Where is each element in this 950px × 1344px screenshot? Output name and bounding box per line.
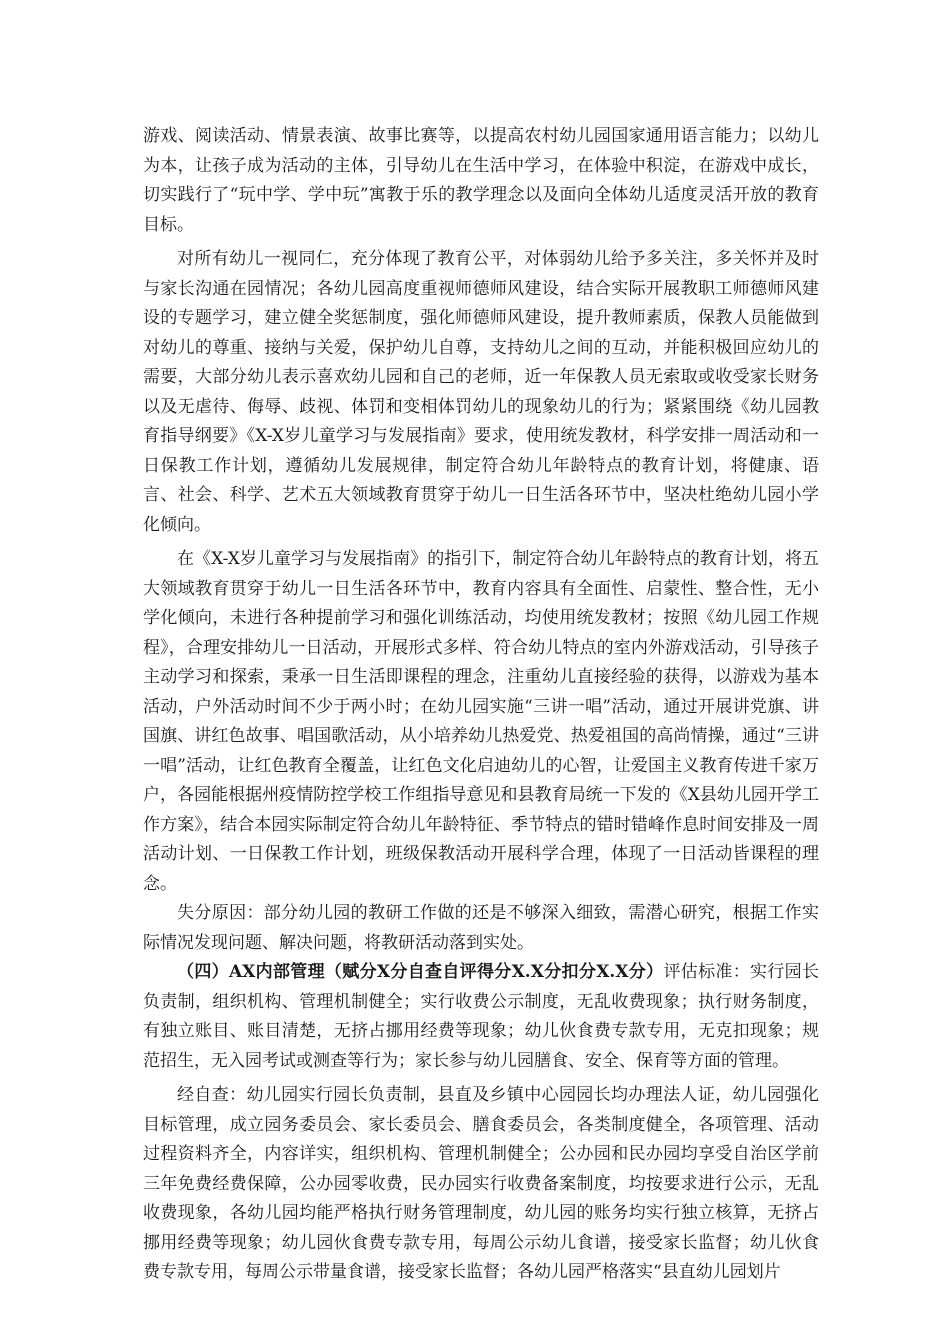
paragraph-5 bbox=[143, 958, 819, 1076]
document-page bbox=[143, 122, 819, 1288]
paragraph-5-body: 评估标准：实行园长负责制，组织机构、管理机制健全；实行收费公示制度，无乱收费现象；执行财务制度，有独立账目、账目清楚，无挤占挪用经费等现象；幼儿伙食费专款专用，无克扣现象；规范招生，无入园考试或测查等行为；家长参与幼儿园膳食、安全、保育等方面的管理。 bbox=[143, 962, 820, 1071]
paragraph-1: 游戏、阅读活动、情景表演、故事比赛等，以提高农村幼儿园国家通用语言能力；以幼儿为本，让孩子成为活动的主体，引导幼儿在生活中学习，在体验中积淀，在游戏中成长，切实践行了“玩中学、学中玩”寓教于乐的教学理念以及面向全体幼儿适度灵活开放的教育目标。 bbox=[143, 126, 819, 235]
paragraph-2: 对所有幼儿一视同仁，充分体现了教育公平，对体弱幼儿给予多关注，多关怀并及时与家长沟通在园情况；各幼儿园高度重视师德师风建设，结合实际开展教职工师德师风建设的专题学习，建立健全奖惩制度，强化师德师风建设，提升教师素质，保教人员能做到对幼儿的尊重、接纳与关爱，保护幼儿自尊，支持幼儿之间的互动，并能积极回应幼儿的需要，大部分幼儿表示喜欢幼儿园和自己的老师，近一年保教人员无索取或收受家长财务以及无虐待、侮辱、歧视、体罚和变相体罚幼儿的现象幼儿的行为；紧紧围绕《幼儿园教育指导纲要》《X-X岁儿童学习与发展指南》要求，使用统发教材，科学安排一周活动和一日保教工作计划，遵循幼儿发展规律，制定符合幼儿年龄特点的教育计划，将健康、语言、社会、科学、艺术五大领域教育贯穿于幼儿一日生活各环节中，坚决杜绝幼儿园小学化倾向。 bbox=[143, 249, 819, 535]
paragraph-4: 失分原因：部分幼儿园的教研工作做的还是不够深入细致，需潜心研究，根据工作实际情况发现问题、解决问题，将教研活动落到实处。 bbox=[143, 903, 819, 953]
section-heading: （四）AX内部管理（赋分X分自查自评得分X.X分扣分X.X分） bbox=[177, 962, 664, 982]
paragraph-6: 经自查：幼儿园实行园长负责制，县直及乡镇中心园园长均办理法人证，幼儿园强化目标管理，成立园务委员会、家长委员会、膳食委员会，各类制度健全，各项管理、活动过程资料齐全，内容详实，组织机构、管理机制健全；公办园和民办园均享受自治区学前三年免费经费保障，公办园零收费，民办园实行收费备案制度，均按要求进行公示，无乱收费现象，各幼儿园均能严格执行财务管理制度，幼儿园的账务均实行独立核算，无挤占挪用经费等现象；幼儿园伙食费专款专用，每周公示幼儿食谱，接受家长监督；幼儿伙食费专款专用，每周公示带量食谱，接受家长监督；各幼儿园严格落实“县直幼儿园划片 bbox=[143, 1085, 819, 1282]
paragraph-3: 在《X-X岁儿童学习与发展指南》的指引下，制定符合幼儿年龄特点的教育计划，将五大领域教育贯穿于幼儿一日生活各环节中，教育内容具有全面性、启蒙性、整合性，无小学化倾向，未进行各种提前学习和强化训练活动，均使用统发教材；按照《幼儿园工作规程》，合理安排幼儿一日活动，开展形式多样、符合幼儿特点的室内外游戏活动，引导孩子主动学习和探索，秉承一日生活即课程的理念，注重幼儿直接经验的获得，以游戏为基本活动，户外活动时间不少于两小时；在幼儿园实施“三讲一唱”活动，通过开展讲党旗、讲国旗、讲红色故事、唱国歌活动，从小培养幼儿热爱党、热爱祖国的高尚情操，通过“三讲一唱”活动，让红色教育全覆盖，让红色文化启迪幼儿的心智，让爱国主义教育传进千家万户，各园能根据州疫情防控学校工作组指导意见和县教育局统一下发的《X县幼儿园开学工作方案》，结合本园实际制定符合幼儿年龄特征、季节特点的错时错峰作息时间安排及一周活动计划、一日保教工作计划，班级保教活动开展科学合理，体现了一日活动皆课程的理念。 bbox=[143, 549, 819, 894]
